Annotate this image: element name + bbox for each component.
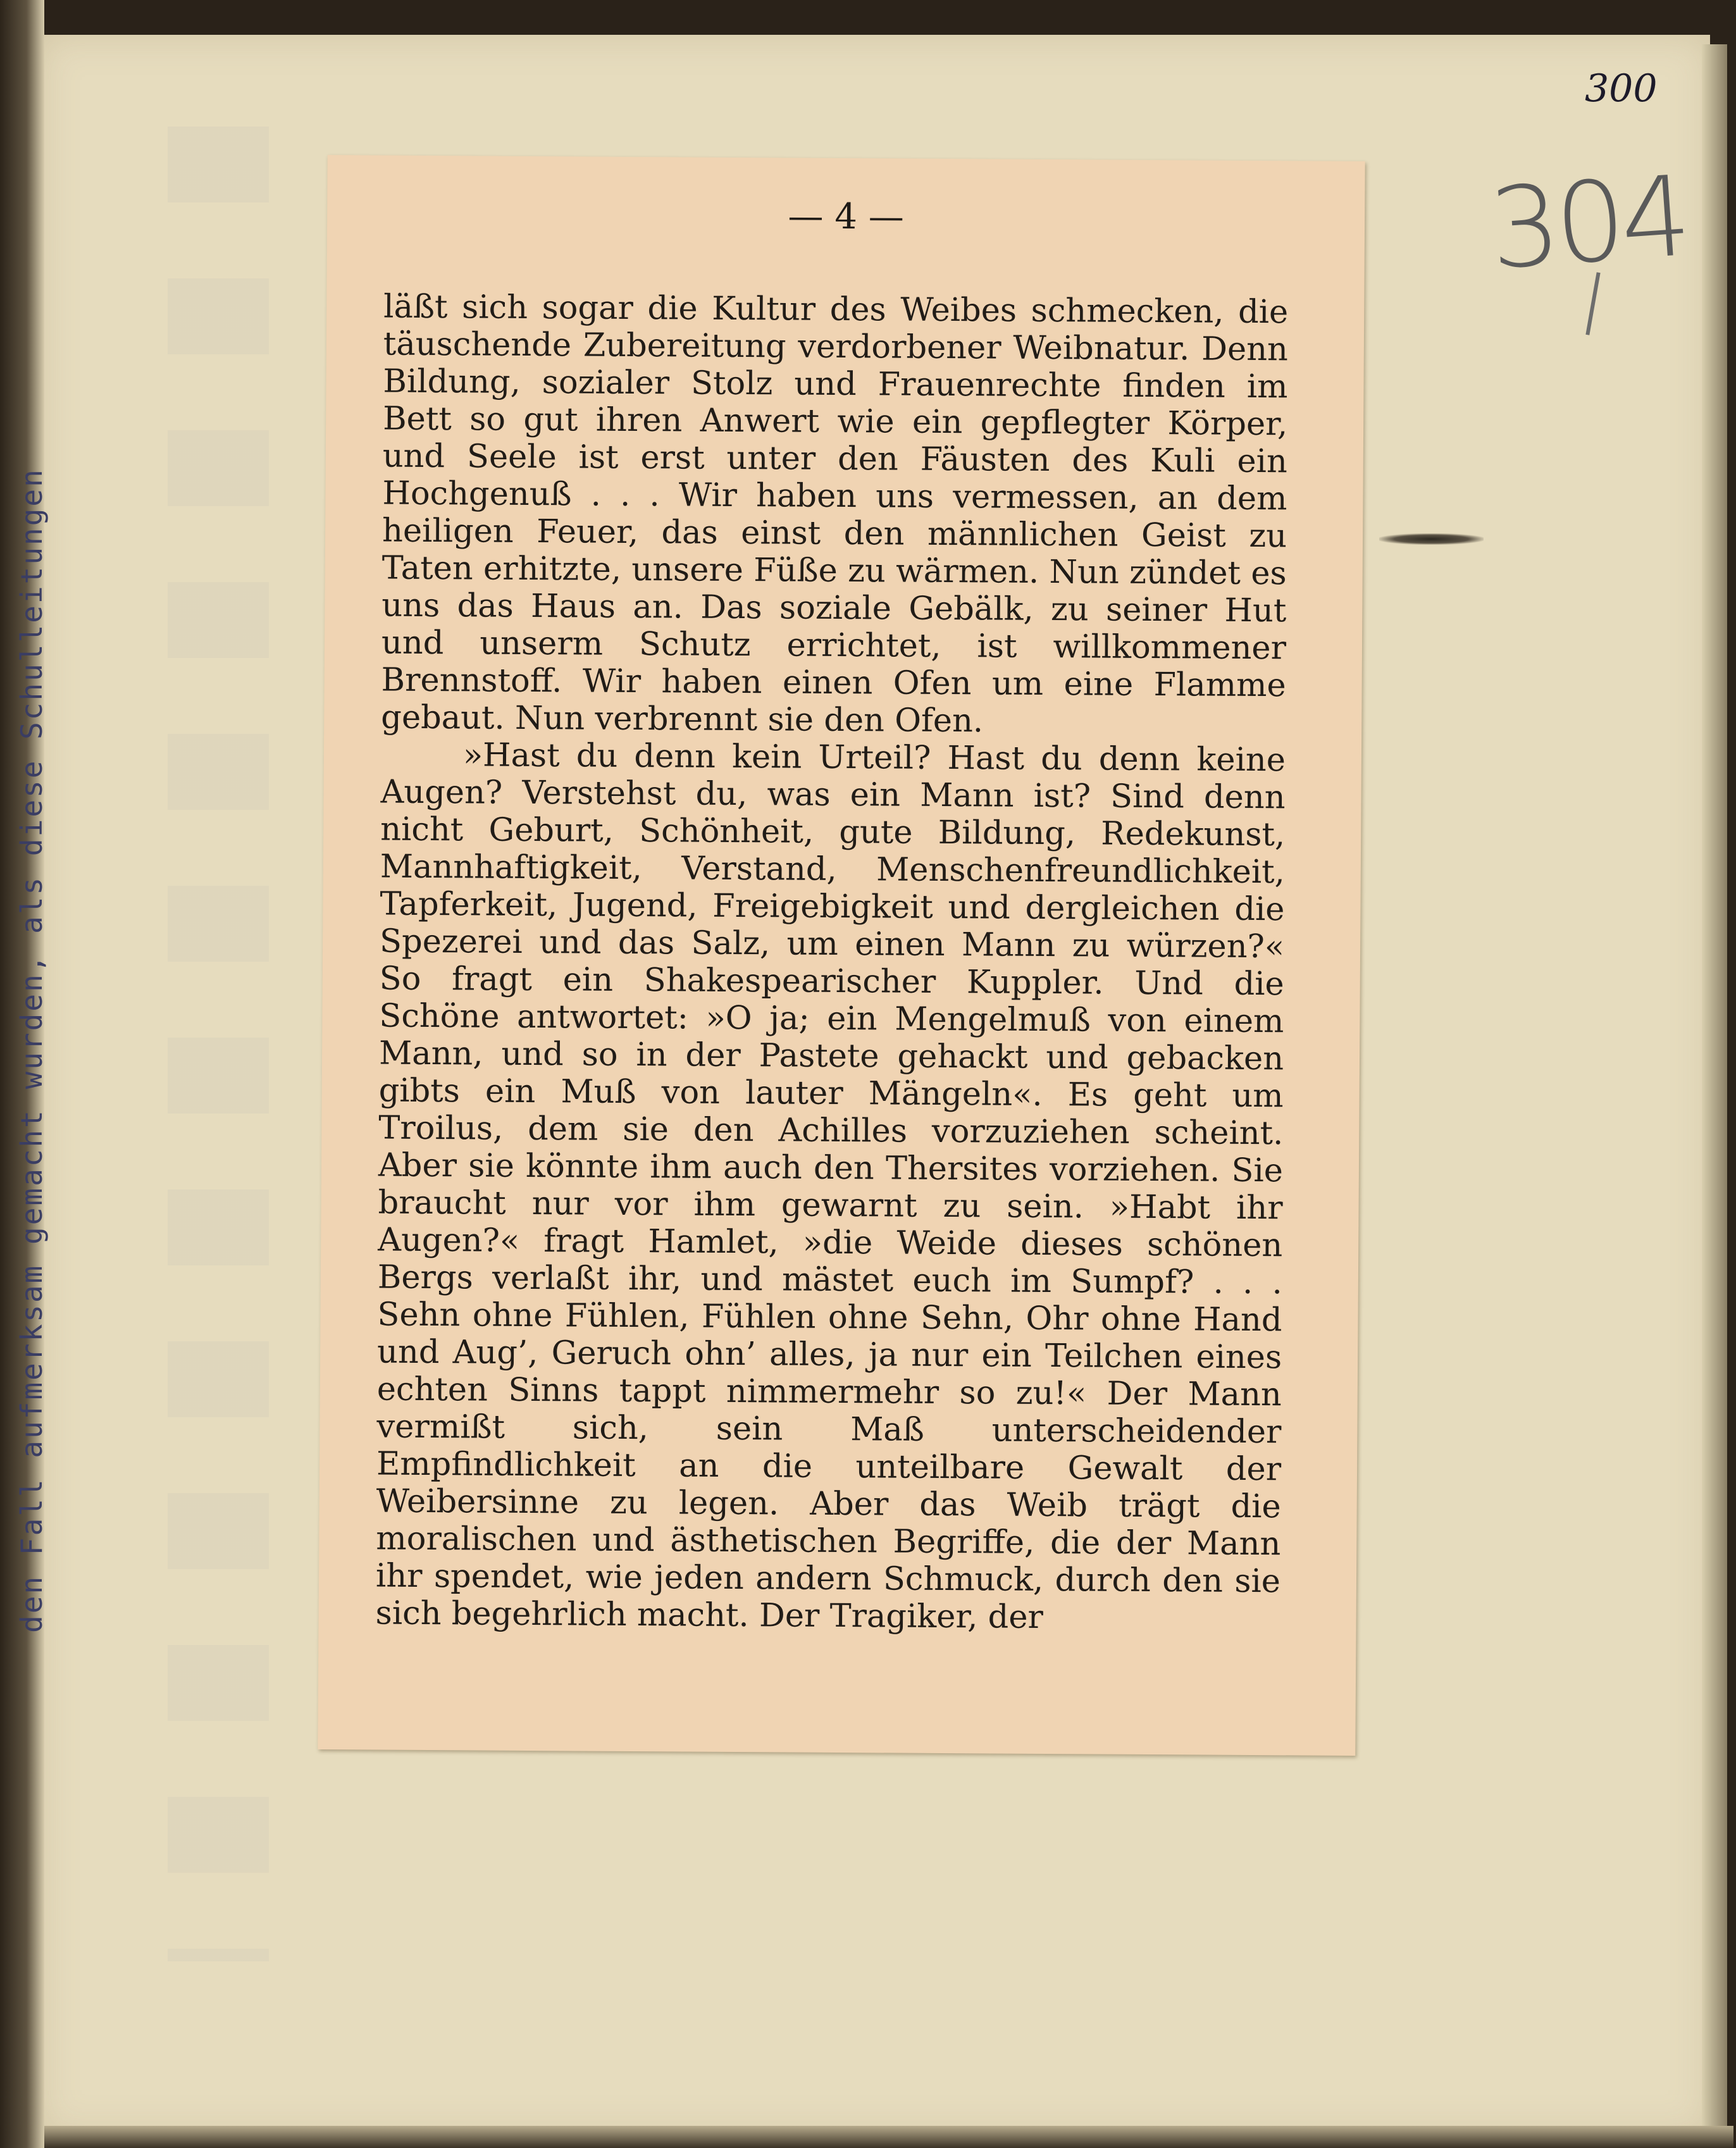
ink-smudge (1379, 533, 1484, 545)
clipping-text (375, 289, 1289, 1724)
page-edge-right (1702, 44, 1727, 2126)
folio-number-ink: 300 (1585, 66, 1658, 111)
newspaper-clipping (318, 155, 1365, 1756)
paragraph: »Hast du denn kein Urteil? Hast du denn keine Augen? Verstehst du, was ein Mann ist? Sind denn nicht Geburt, Schönheit, gute Bildung, Redekunst, Mannhaftigkeit, Verstand, Menschenfreundlichkeit, Tapferkeit, Jugend, Freigebigkeit und dergleichen die Spezerei und das Salz, um einen Mann zu würzen?« So fragt ein Shakespearischer Kuppler. Und die Schöne antwortet: »O ja; ein Mengelmuß von einem Mann, und so in der Pastete gehackt und gebacken gibts ein Muß von lauter Mängeln«. Es geht um Troilus, dem sie den Achilles vorzuziehen scheint. Aber sie könnte ihm auch den Thersites vorziehen. Sie braucht nur vor ihm gewarnt zu sein. »Habt ihr Augen?« fragt Hamlet, »die Weide dieses schönen Bergs verlaßt ihr, und mästet euch im Sumpf? . . . Sehn ohne Fühlen, Fühlen ohne Sehn, Ohr ohne Hand und Aug’, Geruch ohn’ alles, ja nur ein Teilchen eines echten Sinns tappt nimmermehr so zu!« Der Mann vermißt sich, sein Maß unterscheidender Empfindlichkeit an die unteilbare Gewalt der Weibersinne zu legen. Aber das Weib trägt die moralischen und ästhetischen Begriffe, die der Mann ihr spendet, wie jeden andern Schmuck, durch den sie sich begehrlich macht. Der Tragiker, der (375, 736, 1286, 1636)
typewritten-margin-note: den Fall aufmerksam gemacht wurden, als diese Schulleitungen (15, 468, 49, 1633)
page-edge-bottom (38, 2126, 1733, 2148)
paragraph: läßt sich sogar die Kultur des Weibes schmecken, die täuschende Zubereitung verdorbener Weibnatur. Denn Bildung, sozialer Stolz und Frauenrechte finden im Bett so gut ihren Anwert wie ein gepflegter Körper, und Seele ist erst unter den Fäusten des Kuli ein Hochgenuß . . . Wir haben uns vermessen, an dem heiligen Feuer, das einst den männlichen Geist zu Taten erhitzte, unsere Füße zu wärmen. Nun zündet es uns das Haus an. Das soziale Gebälk, zu seiner Hut und unserm Schutz errichtet, ist willkommener Brennstoff. Wir haben einen Ofen um eine Flamme gebaut. Nun verbrennt sie den Ofen. (381, 288, 1289, 740)
folio-number-pencil: 304 (1485, 152, 1690, 295)
clipping-page-number: — 4 — (788, 196, 904, 238)
bleed-through-texture (168, 127, 269, 1961)
